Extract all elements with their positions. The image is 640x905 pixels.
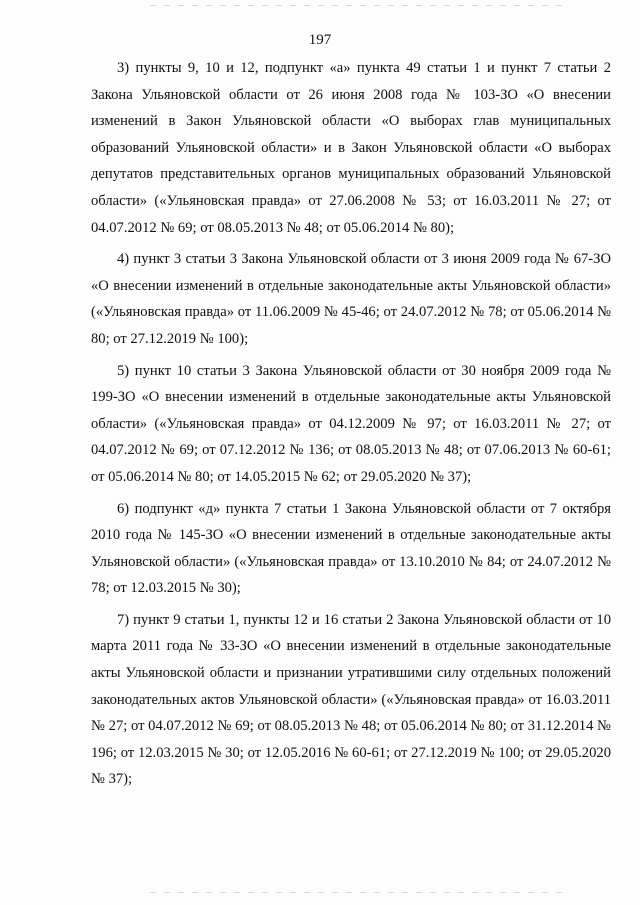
paragraph-item-6: 6) подпункт «д» пункта 7 статьи 1 Закона Ульяновской области от 7 октября 2010 года № 145-ЗО «О внесении изменений в отдельные законодательные акты Ульяновской области» («Ульяновская правда» от 13.10.2010 № 84; от 24.07.2012 № 78; от 12.03.2015 № 30); (91, 500, 611, 597)
page-number: 197 (308, 32, 332, 48)
paragraph-item-7: 7) пункт 9 статьи 1, пункты 12 и 16 статьи 2 Закона Ульяновской области от 10 марта 2011 года № 33-ЗО «О внесении изменений в отдельные законодательные акты Ульяновской области и признании утратившими силу отдельных положений законодательных актов Ульяновской области» («Ульяновская правда» от 16.03.2011 № 27; от 04.07.2012 № 69; от 08.05.2013 № 48; от 05.06.2014 № 80; от 31.12.2014 № 196; от 12.03.2015 № 30; от 12.05.2016 № 60-61; от 27.12.2019 № 100; от 29.05.2020 № 37); (91, 611, 611, 788)
document-body (91, 55, 611, 798)
scan-edge-bottom (150, 892, 570, 893)
paragraph-item-3: 3) пункты 9, 10 и 12, подпункт «а» пункта 49 статьи 1 и пункт 7 статьи 2 Закона Ульяновской области от 26 июня 2008 года № 103-ЗО «О внесении изменений в Закон Ульяновской области «О выборах глав муниципальных образований Ульяновской области» и в Закон Ульяновской области «О выборах депутатов представительных органов муниципальных образований Ульяновской области» («Ульяновская правда» от 27.06.2008 № 53; от 16.03.2011 № 27; от 04.07.2012 № 69; от 08.05.2013 № 48; от 05.06.2014 № 80); (91, 60, 611, 236)
scan-edge-top (150, 5, 570, 6)
paragraph-item-4: 4) пункт 3 статьи 3 Закона Ульяновской области от 3 июня 2009 года № 67-ЗО «О внесении изменений в отдельные законодательные акты Ульяновской области» («Ульяновская правда» от 11.06.2009 № 45-46; от 24.07.2012 № 78; от 05.06.2014 № 80; от 27.12.2019 № 100); (91, 251, 611, 347)
paragraph-item-5: 5) пункт 10 статьи 3 Закона Ульяновской области от 30 ноября 2009 года № 199-ЗО «О внесении изменений в отдельные законодательные акты Ульяновской области» («Ульяновская правда» от 04.12.2009 № 97; от 16.03.2011 № 27; от 04.07.2012 № 69; от 07.12.2012 № 136; от 08.05.2013 № 48; от 07.06.2013 № 60-61; от 05.06.2014 № 80; от 14.05.2015 № 62; от 29.05.2020 № 37); (91, 362, 611, 485)
